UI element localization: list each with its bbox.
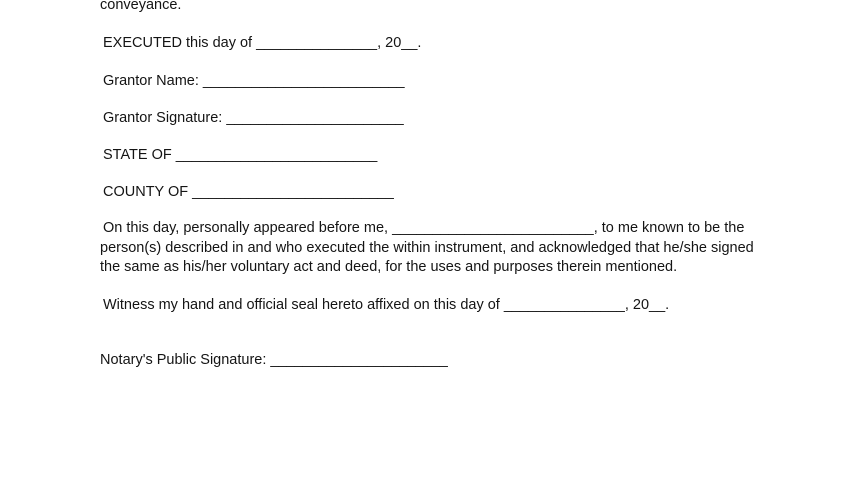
acknowledgment-line-1: On this day, personally appeared before me, _________________________, to me known to be the [103, 220, 745, 236]
executed-line: EXECUTED this day of _______________, 20__. [103, 35, 422, 51]
witness-line: Witness my hand and official seal hereto affixed on this day of _______________, 20__. [103, 297, 670, 313]
grantor-signature-line: Grantor Signature: ______________________ [103, 110, 404, 126]
notary-signature-line: Notary's Public Signature: ______________________ [100, 352, 448, 368]
acknowledgment-line-3: the same as his/her voluntary act and deed, for the uses and purposes therein mentioned. [100, 259, 678, 275]
county-of-line: COUNTY OF _________________________ [103, 184, 394, 200]
acknowledgment-line-2: person(s) described in and who executed the within instrument, and acknowledged that he/she signed [100, 239, 754, 256]
conveyance-text: conveyance. [100, 0, 182, 13]
state-of-line: STATE OF _________________________ [103, 147, 378, 163]
grantor-name-line: Grantor Name: _________________________ [103, 73, 405, 89]
acknowledgment-paragraph [100, 219, 760, 278]
